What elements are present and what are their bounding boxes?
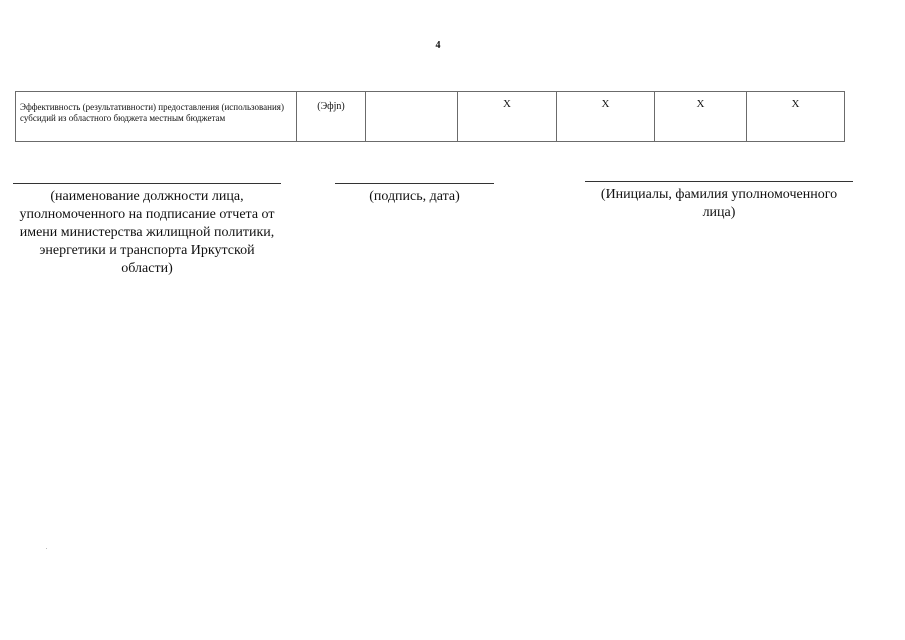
signature-caption: (подпись, дата) [369, 189, 460, 204]
page-number: 4 [435, 40, 441, 51]
signature-block-signature [335, 183, 494, 206]
initials-caption: (Инициалы, фамилия уполномоченного лица) [600, 187, 838, 220]
value-cell-4: X [655, 92, 747, 142]
position-caption: (наименование должности лица, уполномоченного на подписание отчета от имени министерства жилищной политики, энергетики и транспорта Иркутской области) [19, 189, 275, 276]
signature-block-initials [585, 181, 853, 222]
indicator-cell: Эффективность (результативности) предоставления (использования) субсидий из областного бюджета местным бюджетам [16, 92, 297, 142]
signature-block-position [13, 183, 281, 278]
signature-line-initials [585, 181, 853, 182]
report-table [15, 91, 845, 142]
table-row [16, 92, 845, 142]
signature-line-position [13, 183, 281, 184]
code-cell: (Эфjn) [297, 92, 366, 142]
value-cell-5: X [747, 92, 845, 142]
value-cell-2: X [458, 92, 557, 142]
signature-line-signature [335, 183, 494, 184]
value-cell-3: X [557, 92, 655, 142]
value-cell-1 [366, 92, 458, 142]
scan-speck [46, 548, 47, 549]
